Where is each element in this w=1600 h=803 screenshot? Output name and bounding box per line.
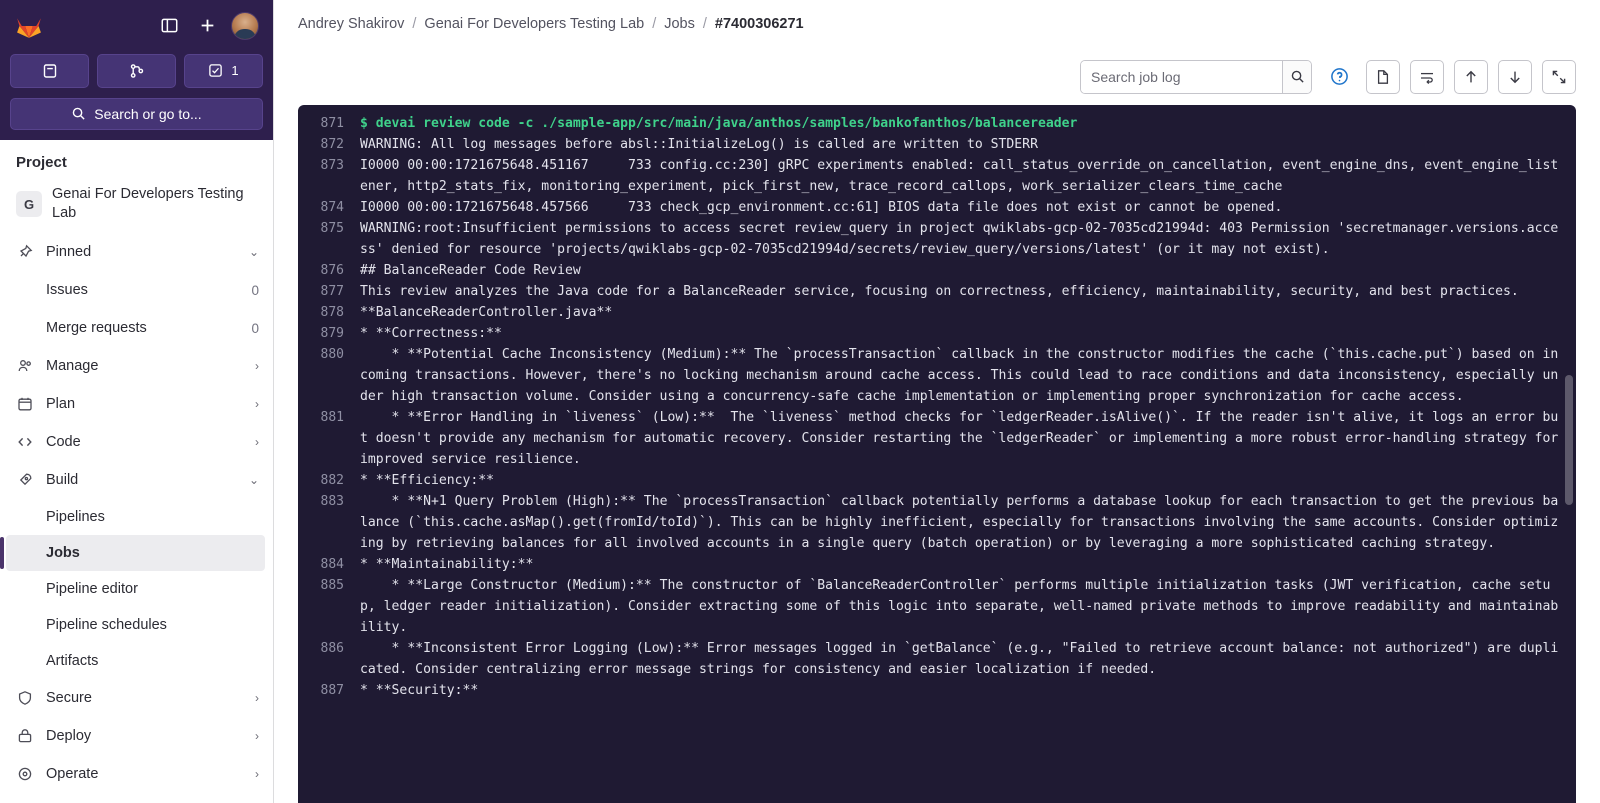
log-line xyxy=(298,554,1560,575)
project-section-title: Project xyxy=(16,154,67,171)
shield-icon xyxy=(16,689,34,707)
log-line xyxy=(298,113,1560,134)
log-line-text: **BalanceReaderController.java** xyxy=(360,305,613,320)
sidebar-item-label: Plan xyxy=(46,396,76,413)
breadcrumb-current-job[interactable]: #7400306271 xyxy=(714,15,804,32)
new-item-plus-icon[interactable] xyxy=(193,13,221,39)
breadcrumb-separator: / xyxy=(702,15,707,32)
sidebar-item-artifacts[interactable] xyxy=(0,643,273,679)
log-line-number[interactable]: 884 xyxy=(320,557,344,572)
issues-quick-button[interactable] xyxy=(10,54,89,88)
merge-requests-quick-button[interactable] xyxy=(97,54,176,88)
log-line xyxy=(298,134,1560,155)
log-line-text: I0000 00:00:1721675648.457566 733 check_gcp_environment.cc:61] BIOS data file does not exist or cannot be opened. xyxy=(360,200,1283,215)
sidebar-item-label: Pipeline schedules xyxy=(46,617,167,634)
log-line-number[interactable]: 871 xyxy=(320,116,344,131)
sidebar-header-row xyxy=(10,8,263,44)
search-icon[interactable] xyxy=(1282,61,1311,93)
breadcrumb-user[interactable]: Andrey Shakirov xyxy=(298,15,405,32)
sidebar-item-label: Manage xyxy=(46,358,99,375)
scroll-to-bottom-button[interactable] xyxy=(1498,60,1532,94)
sidebar-quick-links xyxy=(10,54,263,88)
log-line-number[interactable]: 879 xyxy=(320,326,344,341)
log-line-number[interactable]: 872 xyxy=(320,137,344,152)
users-icon xyxy=(16,357,34,375)
merge-requests-count: 0 xyxy=(251,320,259,336)
job-log-panel xyxy=(298,105,1576,803)
log-line-text: * **N+1 Query Problem (High):** The `processTransaction` callback potentially performs a database lookup for each transaction to get the previous balance (`this.cache.asMap().get(fromId/toId)`). This can be highly inefficient, especially for transactions involving the same accounts. Consider optimizing by retrieving balances for all involved accounts in a single query (batch operation) or by leveraging a more sophisticated caching strategy. xyxy=(360,494,1559,551)
log-line xyxy=(298,281,1560,302)
search-input[interactable] xyxy=(1081,61,1282,93)
chevron-down-icon: ⌄ xyxy=(248,245,259,260)
project-avatar: G xyxy=(16,191,42,217)
chevron-right-icon: › xyxy=(255,691,259,706)
log-line-text: * **Inconsistent Error Logging (Low):** Error messages logged in `getBalance` (e.g., "Failed to retrieve account balance: not authorized") are duplicated. Consider centralizing error message strings for consistency and easier localization if needed. xyxy=(360,641,1559,677)
log-line xyxy=(298,491,1560,554)
log-line-number[interactable]: 873 xyxy=(320,158,344,173)
sidebar-item-label: Pipeline editor xyxy=(46,581,138,598)
sidebar-project[interactable] xyxy=(0,181,273,233)
todos-count: 1 xyxy=(231,63,239,79)
chevron-right-icon: › xyxy=(255,397,259,412)
sidebar-item-jobs[interactable] xyxy=(6,535,265,571)
calendar-icon xyxy=(16,395,34,413)
raw-log-button[interactable] xyxy=(1366,60,1400,94)
scroll-to-top-button[interactable] xyxy=(1454,60,1488,94)
job-log-scrollbar[interactable] xyxy=(1564,105,1574,803)
log-line-text: * **Security:** xyxy=(360,683,479,698)
log-line-text: * **Large Constructor (Medium):** The constructor of `BalanceReaderController` performs multiple initialization tasks (JWT verification, cache setup, ledger reader initialization). Consider extracting some of this logic into separate, well-named private methods to improve readability and maintainability. xyxy=(360,578,1559,635)
sidebar-item-merge-requests[interactable] xyxy=(0,309,273,347)
sidebar-nav xyxy=(0,140,273,803)
soft-wrap-button[interactable] xyxy=(1410,60,1444,94)
log-line-text: $ devai review code -c ./sample-app/src/main/java/anthos/samples/bankofanthos/balancereader xyxy=(360,116,1078,131)
log-line-number[interactable]: 882 xyxy=(320,473,344,488)
log-line-number[interactable]: 880 xyxy=(320,347,344,362)
sidebar-item-issues[interactable] xyxy=(0,271,273,309)
log-line-number[interactable]: 878 xyxy=(320,305,344,320)
sidebar-item-secure[interactable] xyxy=(0,679,273,717)
log-line-text: WARNING: All log messages before absl::InitializeLog() is called are written to STDERR xyxy=(360,137,1038,152)
chevron-right-icon: › xyxy=(255,729,259,744)
global-search-button[interactable] xyxy=(10,98,263,130)
sidebar-item-label: Deploy xyxy=(46,728,92,745)
log-line-number[interactable]: 875 xyxy=(320,221,344,236)
sidebar-item-label: Artifacts xyxy=(46,653,99,670)
deploy-icon xyxy=(16,727,34,745)
sidebar-item-label: Build xyxy=(46,472,79,489)
log-line-text: * **Potential Cache Inconsistency (Medium):** The `processTransaction` callback in the constructor modifies the cache (`this.cache.put`) based on incoming transactions. However, there's no locking mechanism around cache access. This could lead to race conditions and data inconsistency, especially under high transaction volume. Consider using a concurrency-safe cache implementation or implementing proper synchronization for cache access. xyxy=(360,347,1559,404)
sidebar-item-manage[interactable] xyxy=(0,347,273,385)
sidebar-item-label: Secure xyxy=(46,690,92,707)
job-log[interactable] xyxy=(298,105,1576,803)
sidebar-item-label: Merge requests xyxy=(46,320,147,337)
todos-quick-button[interactable] xyxy=(184,54,263,88)
log-line-text: * **Maintainability:** xyxy=(360,557,534,572)
log-line xyxy=(298,197,1560,218)
sidebar-item-pipelines[interactable] xyxy=(0,499,273,535)
sidebar xyxy=(0,0,274,803)
log-line xyxy=(298,155,1560,197)
sidebar-item-label: Code xyxy=(46,434,81,451)
chevron-right-icon: › xyxy=(255,767,259,782)
project-name: Genai For Developers Testing Lab xyxy=(52,186,244,222)
log-line-number[interactable]: 886 xyxy=(320,641,344,656)
sidebar-item-pipeline-schedules[interactable] xyxy=(0,607,273,643)
log-line xyxy=(298,302,1560,323)
operate-icon xyxy=(16,765,34,783)
sidebar-item-deploy[interactable] xyxy=(0,717,273,755)
log-line-number[interactable]: 883 xyxy=(320,494,344,509)
sidebar-item-pinned[interactable] xyxy=(0,233,273,271)
sidebar-header-actions xyxy=(155,12,259,40)
breadcrumb-separator: / xyxy=(652,15,657,32)
log-line-text: * **Correctness:** xyxy=(360,326,502,341)
chevron-right-icon: › xyxy=(255,435,259,450)
sidebar-item-pipeline-editor[interactable] xyxy=(0,571,273,607)
log-line-text: * **Error Handling in `liveness` (Low):** The `liveness` method checks for `ledgerReader.isAlive()`. If the reader isn't alive, it logs an error but doesn't provide any mechanism for automatic recovery. Consider restarting the `ledgerReader` or implementing a more robust error-handling strategy for improved service resilience. xyxy=(360,410,1567,467)
log-line xyxy=(298,344,1560,407)
issues-count: 0 xyxy=(251,282,259,298)
sidebar-item-label: Issues xyxy=(46,282,88,299)
rocket-icon xyxy=(16,471,34,489)
log-line xyxy=(298,680,1560,701)
log-line-text: ## BalanceReader Code Review xyxy=(360,263,581,278)
log-line xyxy=(298,260,1560,281)
main-content xyxy=(274,0,1600,803)
log-line xyxy=(298,470,1560,491)
log-line xyxy=(298,407,1567,470)
log-line-text: WARNING:root:Insufficient permissions to access secret review_query in project qwiklabs-gcp-02-7035cd21994d: 403 Permission 'secretmanager.versions.access' denied for resource 'projects/qwiklabs-gcp-02-7035cd21994d/secrets/review_query/versions/latest' (or it may not exist). xyxy=(360,221,1559,257)
breadcrumb-separator: / xyxy=(412,15,417,32)
log-line xyxy=(298,575,1560,638)
sidebar-item-plan[interactable] xyxy=(0,385,273,423)
chevron-down-icon: ⌄ xyxy=(248,473,259,488)
pin-icon xyxy=(16,243,34,261)
collapse-sidebar-icon[interactable] xyxy=(155,13,183,39)
gitlab-logo-icon[interactable] xyxy=(14,12,44,40)
breadcrumb xyxy=(274,0,1600,48)
breadcrumb-section[interactable]: Jobs xyxy=(664,15,695,32)
chevron-right-icon: › xyxy=(255,359,259,374)
sidebar-item-label: Pinned xyxy=(46,244,92,261)
log-line-number[interactable]: 887 xyxy=(320,683,344,698)
scrollbar-thumb[interactable] xyxy=(1565,375,1573,505)
log-line-text: This review analyzes the Java code for a BalanceReader service, focusing on correctness, efficiency, maintainability, security, and best practices. xyxy=(360,284,1519,299)
sidebar-item-label: Pipelines xyxy=(46,509,105,526)
log-line-number[interactable]: 874 xyxy=(320,200,344,215)
question-circle-icon[interactable] xyxy=(1322,60,1356,94)
log-line-number[interactable]: 877 xyxy=(320,284,344,299)
job-log-toolbar xyxy=(274,48,1600,105)
full-screen-button[interactable] xyxy=(1542,60,1576,94)
log-line xyxy=(298,638,1560,680)
job-log-search[interactable] xyxy=(1080,60,1312,94)
code-icon xyxy=(16,433,34,451)
log-line-number[interactable]: 885 xyxy=(320,578,344,593)
sidebar-item-build[interactable] xyxy=(0,461,273,499)
log-line xyxy=(298,218,1560,260)
log-line-number[interactable]: 876 xyxy=(320,263,344,278)
log-line-text: I0000 00:00:1721675648.451167 733 config.cc:230] gRPC experiments enabled: call_status_override_on_cancellation, event_engine_dns, event_engine_listener, http2_stats_fix, monitoring_experiment, pick_first_new, trace_record_callops, work_serializer_clears_time_cache xyxy=(360,158,1559,194)
sidebar-item-operate[interactable] xyxy=(0,755,273,793)
log-line xyxy=(298,323,1560,344)
log-line-text: * **Efficiency:** xyxy=(360,473,495,488)
sidebar-item-label: Operate xyxy=(46,766,99,783)
avatar[interactable] xyxy=(231,12,259,40)
global-search-label: Search or go to... xyxy=(94,105,202,122)
log-line-number[interactable]: 881 xyxy=(320,410,344,425)
sidebar-item-code[interactable] xyxy=(0,423,273,461)
sidebar-item-label: Jobs xyxy=(46,545,80,562)
breadcrumb-group[interactable]: Genai For Developers Testing Lab xyxy=(424,15,645,32)
sidebar-header xyxy=(0,0,273,140)
